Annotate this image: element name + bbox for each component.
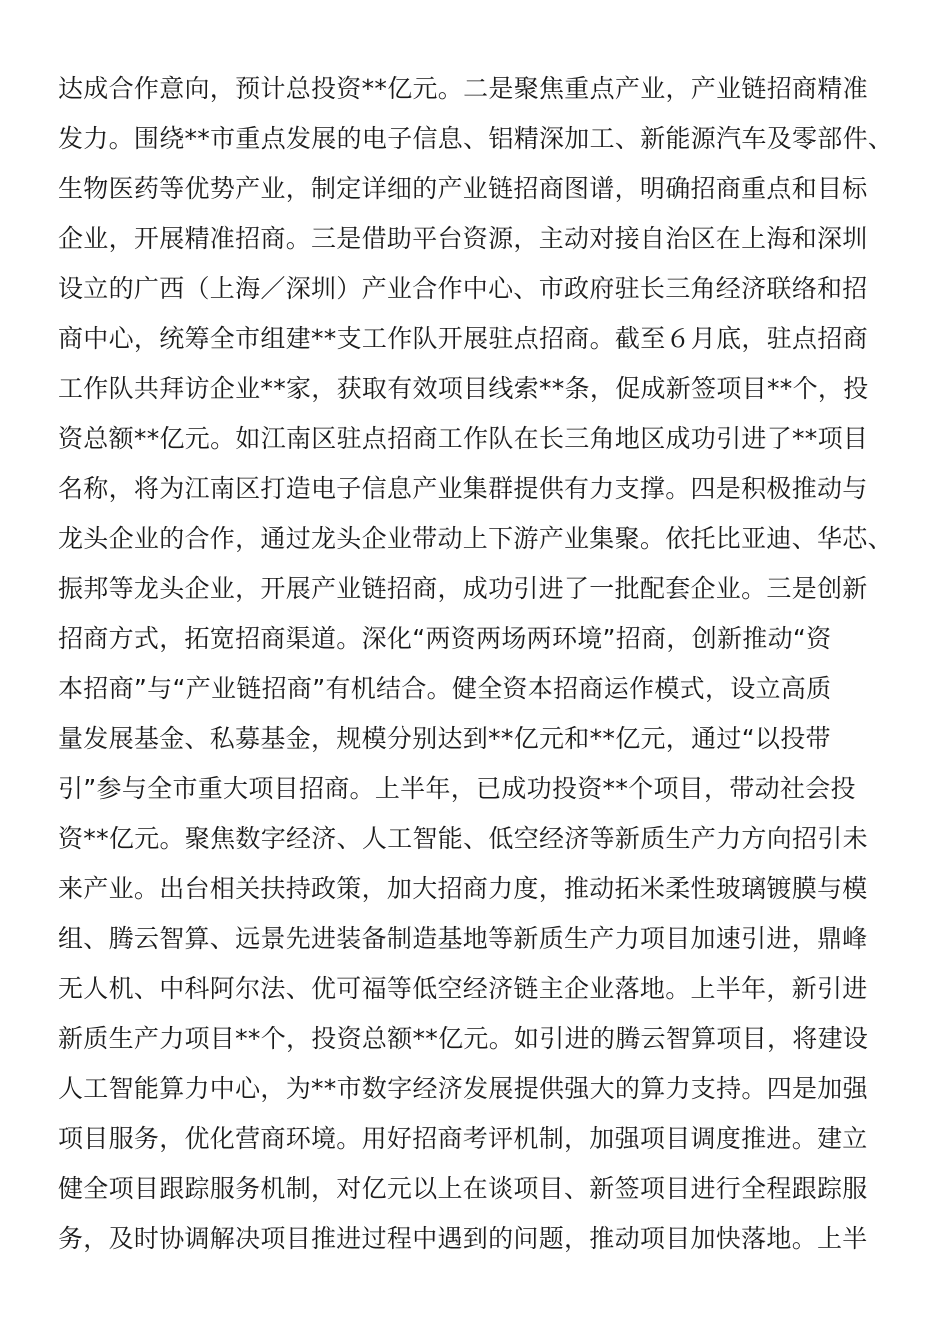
text-line-9: 名称，将为江南区打造电子信息产业集群提供有力支撑。四是积极推动与	[58, 474, 868, 503]
text-line-21: 人工智能算力中心，为**市数字经济发展提供强大的算力支持。四是加强	[58, 1074, 868, 1103]
text-line-1: 达成合作意向，预计总投资**亿元。二是聚焦重点产业，产业链招商精准	[58, 74, 868, 103]
text-line-23: 健全项目跟踪服务机制，对亿元以上在谈项目、新签项目进行全程跟踪服	[58, 1174, 868, 1203]
text-line-12: 招商方式，拓宽招商渠道。深化“两资两场两环境”招商，创新推动“资	[58, 624, 832, 653]
text-line-24: 务，及时协调解决项目推进过程中遇到的问题，推动项目加快落地。上半	[58, 1224, 868, 1253]
text-line-15: 引”参与全市重大项目招商。上半年，已成功投资**个项目，带动社会投	[58, 774, 856, 803]
text-line-19: 无人机、中科阿尔法、优可福等低空经济链主企业落地。上半年，新引进	[58, 974, 868, 1003]
text-line-3: 生物医药等优势产业，制定详细的产业链招商图谱，明确招商重点和目标	[58, 174, 868, 203]
text-line-20: 新质生产力项目**个，投资总额**亿元。如引进的腾云智算项目，将建设	[58, 1024, 869, 1053]
text-line-8: 资总额**亿元。如江南区驻点招商工作队在长三角地区成功引进了**项目	[58, 424, 869, 453]
text-line-22: 项目服务，优化营商环境。用好招商考评机制，加强项目调度推进。建立	[58, 1124, 868, 1153]
text-line-11: 振邦等龙头企业，开展产业链招商，成功引进了一批配套企业。三是创新	[58, 574, 868, 603]
text-line-6: 商中心，统筹全市组建**支工作队开展驻点招商。截至６月底，驻点招商	[58, 324, 868, 353]
text-line-7: 工作队共拜访企业**家，获取有效项目线索**条，促成新签项目**个，投	[58, 374, 869, 403]
text-line-13: 本招商”与“产业链招商”有机结合。健全资本招商运作模式，设立高质	[58, 674, 832, 703]
text-line-16: 资**亿元。聚焦数字经济、人工智能、低空经济等新质生产力方向招引未	[58, 824, 868, 853]
text-line-5: 设立的广西（上海／深圳）产业合作中心、市政府驻长三角经济联络和招	[58, 274, 868, 303]
text-line-17: 来产业。出台相关扶持政策，加大招商力度，推动拓米柔性玻璃镀膜与模	[58, 874, 868, 903]
text-line-2: 发力。围绕**市重点发展的电子信息、铝精深加工、新能源汽车及零部件、	[58, 124, 894, 153]
body-text	[58, 68, 898, 1268]
text-line-14: 量发展基金、私募基金，规模分别达到**亿元和**亿元，通过“以投带	[58, 724, 831, 753]
text-line-4: 企业，开展精准招商。三是借助平台资源，主动对接自治区在上海和深圳	[58, 224, 868, 253]
text-line-18: 组、腾云智算、远景先进装备制造基地等新质生产力项目加速引进，鼎峰	[58, 924, 868, 953]
text-line-10: 龙头企业的合作，通过龙头企业带动上下游产业集聚。依托比亚迪、华芯、	[58, 524, 893, 553]
